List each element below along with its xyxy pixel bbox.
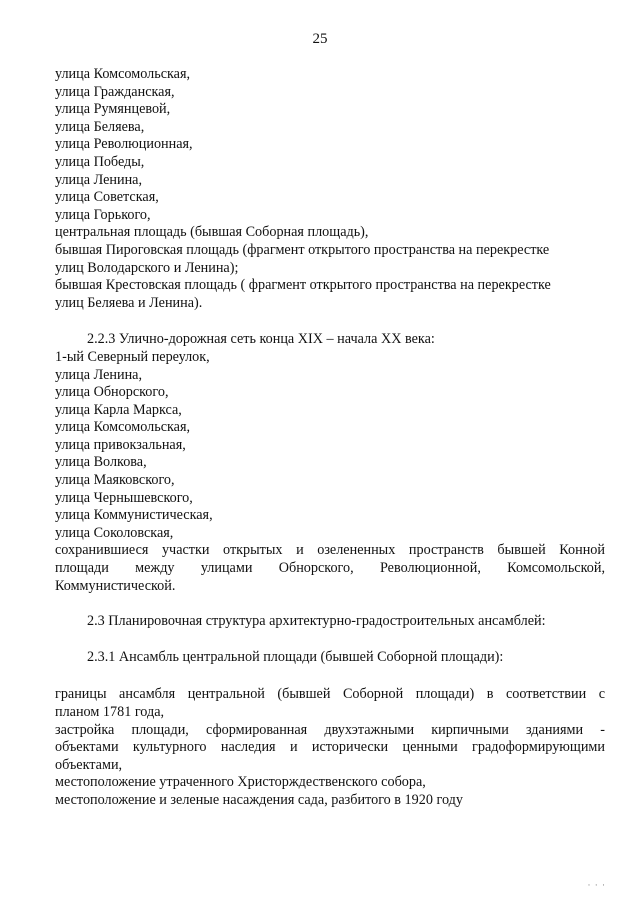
list-item: улица Коммунистическая, (55, 507, 213, 524)
list-item: улица Гражданская, (55, 83, 175, 100)
list-item: улиц Володарского и Ленина); (55, 259, 239, 276)
list-item: улица Чернышевского, (55, 489, 193, 506)
ensemble-section (55, 686, 605, 809)
list-item: улиц Беляева и Ленина). (55, 294, 203, 311)
list-item: улица Соколовская, (55, 524, 174, 541)
list-item: улица Горького, (55, 206, 151, 223)
paragraph-line: сохранившиеся участки открытых и озелененных пространств бывшей Конной (55, 542, 605, 559)
paragraph-line: границы ансамбля центральной (бывшей Соборной площади) в соответствии с (55, 686, 605, 703)
paragraph-line: застройка площади, сформированная двухэтажными кирпичными зданиями - (55, 721, 605, 738)
paragraph-line: объектами, (55, 756, 123, 773)
list-item: улица Волкова, (55, 454, 147, 471)
footer-mark: · · · (587, 880, 606, 891)
list-item: 1-ый Северный переулок, (55, 348, 210, 365)
list-item: бывшая Крестовская площадь ( фрагмент открытого пространства на перекрестке (55, 277, 551, 294)
list-item: бывшая Пироговская площадь (фрагмент открытого пространства на перекрестке (55, 241, 550, 258)
list-item: улица Победы, (55, 153, 145, 170)
list-item: улица привокзальная, (55, 436, 186, 453)
list-item: улица Ленина, (55, 171, 143, 188)
paragraph-line: объектами культурного наследия и исторически ценными градоформирующими (55, 739, 605, 756)
list-item: улица Обнорского, (55, 384, 169, 401)
paragraph-line: Коммунистической. (55, 577, 176, 594)
list-item: улица Беляева, (55, 118, 145, 135)
page-number: 25 (312, 31, 328, 47)
list-item: улица Советская, (55, 189, 159, 206)
list-item: улица Комсомольская, (55, 419, 191, 436)
list-item: улица Ленина, (55, 366, 143, 383)
paragraph-line: местоположение и зеленые насаждения сада, разбитого в 1920 году (55, 791, 463, 808)
list-item: улица Карла Маркса, (55, 401, 182, 418)
list-item: улица Румянцевой, (55, 101, 171, 118)
section-heading-2-3-1: 2.3.1 Ансамбль центральной площади (бывшей Соборной площади): (87, 648, 504, 665)
list-item: центральная площадь (бывшая Соборная площадь), (55, 224, 369, 241)
paragraph-line: планом 1781 года, (55, 704, 165, 720)
paragraph-line: площади между улицами Обнорского, Революционной, Комсомольской, (55, 560, 605, 577)
list-item: улица Маяковского, (55, 472, 175, 489)
list-item: улица Революционная, (55, 136, 193, 153)
list-item: улица Комсомольская, (55, 66, 191, 82)
paragraph-line: местоположение утраченного Христорждественского собора, (55, 774, 426, 791)
road-network-section (55, 331, 605, 595)
section-heading-2-2-3: 2.2.3 Улично-дорожная сеть конца XIX – начала XX века: (87, 331, 435, 348)
section-heading-2-3: 2.3 Планировочная структура архитектурно-градостроительных ансамблей: (87, 613, 546, 630)
document-body (55, 66, 605, 810)
street-list-section (55, 66, 605, 312)
